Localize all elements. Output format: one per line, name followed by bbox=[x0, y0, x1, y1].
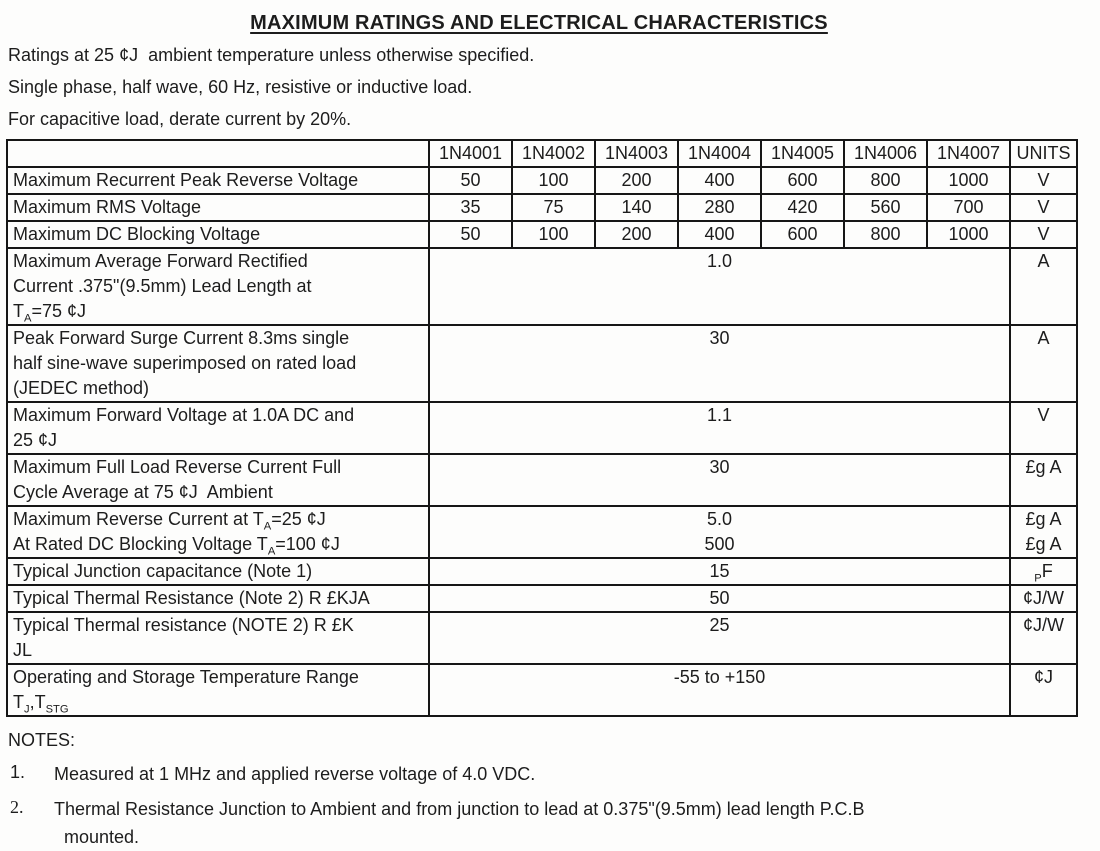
notes-list bbox=[6, 760, 1100, 851]
table-row bbox=[7, 194, 1077, 221]
value-cell: 100 bbox=[512, 221, 595, 248]
units-cell: £g A bbox=[1010, 454, 1077, 506]
value-cell-merged: 15 bbox=[429, 558, 1010, 585]
units-cell: ¢J/W bbox=[1010, 585, 1077, 612]
table-row bbox=[7, 664, 1077, 716]
note-item bbox=[6, 795, 1100, 851]
row-label: Peak Forward Surge Current 8.3ms single half sine-wave superimposed on rated load (JEDEC method) bbox=[7, 325, 429, 402]
table-body bbox=[7, 167, 1077, 716]
table-header bbox=[7, 140, 1077, 167]
value-cell: 400 bbox=[678, 167, 761, 194]
value-cell-merged: 1.1 bbox=[429, 402, 1010, 454]
intro-line-ratings: Ratings at 25 ¢J ambient temperature unless otherwise specified. bbox=[8, 45, 535, 65]
row-label: Maximum Average Forward Rectified Current .375"(9.5mm) Lead Length at $T_A=75$ ¢J bbox=[7, 248, 429, 325]
header-row bbox=[7, 140, 1077, 167]
row-label: Maximum Full Load Reverse Current Full Cycle Average at 75 ¢J Ambient bbox=[7, 454, 429, 506]
table-row bbox=[7, 506, 1077, 558]
value-cell: 1000 bbox=[927, 167, 1010, 194]
value-cell-merged: 30 bbox=[429, 325, 1010, 402]
units-cell: V bbox=[1010, 221, 1077, 248]
note-text: Thermal Resistance Junction to Ambient and from junction to lead at 0.375"(9.5mm) lead length P.C.B mounted. bbox=[54, 799, 865, 847]
value-cell: 35 bbox=[429, 194, 512, 221]
value-cell: 1000 bbox=[927, 221, 1010, 248]
note-number: 1. bbox=[10, 762, 26, 782]
table-row bbox=[7, 612, 1077, 664]
value-cell-merged: 1.0 bbox=[429, 248, 1010, 325]
row-label: Typical Thermal resistance (NOTE 2) R £K JL bbox=[7, 612, 429, 664]
value-cell: 700 bbox=[927, 194, 1010, 221]
table-row bbox=[7, 558, 1077, 585]
units-cell: £g A £g A bbox=[1010, 506, 1077, 558]
value-cell: 100 bbox=[512, 167, 595, 194]
note-text: Measured at 1 MHz and applied reverse voltage of 4.0 VDC. bbox=[54, 764, 536, 784]
units-cell: A bbox=[1010, 248, 1077, 325]
column-header-part: 1N4002 bbox=[512, 140, 595, 167]
row-label: Maximum DC Blocking Voltage bbox=[7, 221, 429, 248]
value-cell-merged: 25 bbox=[429, 612, 1010, 664]
units-cell: V bbox=[1010, 402, 1077, 454]
units-cell: $_P$F bbox=[1010, 558, 1077, 585]
units-cell: ¢J bbox=[1010, 664, 1077, 716]
notes-heading: NOTES: bbox=[8, 730, 76, 750]
value-cell: 50 bbox=[429, 221, 512, 248]
column-header-part: 1N4006 bbox=[844, 140, 927, 167]
column-header-part: 1N4001 bbox=[429, 140, 512, 167]
column-header-part: 1N4005 bbox=[761, 140, 844, 167]
column-header-units: UNITS bbox=[1010, 140, 1077, 167]
value-cell: 400 bbox=[678, 221, 761, 248]
value-cell-merged: -55 to +150 bbox=[429, 664, 1010, 716]
value-cell: 800 bbox=[844, 167, 927, 194]
intro-line-capacitive: For capacitive load, derate current by 20%. bbox=[8, 109, 352, 129]
value-cell: 560 bbox=[844, 194, 927, 221]
value-cell-merged: 5.0 500 bbox=[429, 506, 1010, 558]
table-row bbox=[7, 167, 1077, 194]
column-header-part: 1N4007 bbox=[927, 140, 1010, 167]
note-item bbox=[6, 760, 1100, 788]
value-cell: 420 bbox=[761, 194, 844, 221]
row-label: Typical Thermal Resistance (Note 2) R £KJA bbox=[7, 585, 429, 612]
note-number: 2. bbox=[10, 797, 24, 817]
intro-line-phase: Single phase, half wave, 60 Hz, resistive or inductive load. bbox=[8, 77, 473, 97]
value-cell: 50 bbox=[429, 167, 512, 194]
table-row bbox=[7, 585, 1077, 612]
row-label: Maximum Reverse Current at $T_A=25$ ¢J At Rated DC Blocking Voltage $T_A=100$ ¢J bbox=[7, 506, 429, 558]
row-label: Maximum Forward Voltage at 1.0A DC and 25 ¢J bbox=[7, 402, 429, 454]
value-cell: 600 bbox=[761, 167, 844, 194]
row-label: Typical Junction capacitance (Note 1) bbox=[7, 558, 429, 585]
column-header-part: 1N4003 bbox=[595, 140, 678, 167]
value-cell: 200 bbox=[595, 167, 678, 194]
ratings-table bbox=[6, 139, 1078, 717]
corner-cell bbox=[7, 140, 429, 167]
row-label: Maximum Recurrent Peak Reverse Voltage bbox=[7, 167, 429, 194]
value-cell: 200 bbox=[595, 221, 678, 248]
value-cell: 75 bbox=[512, 194, 595, 221]
value-cell: 800 bbox=[844, 221, 927, 248]
table-row bbox=[7, 402, 1077, 454]
units-cell: V bbox=[1010, 167, 1077, 194]
value-cell: 600 bbox=[761, 221, 844, 248]
table-row bbox=[7, 221, 1077, 248]
units-cell: ¢J/W bbox=[1010, 612, 1077, 664]
table-row bbox=[7, 325, 1077, 402]
value-cell: 140 bbox=[595, 194, 678, 221]
row-label: Operating and Storage Temperature Range $T_J,T_{STG}$ bbox=[7, 664, 429, 716]
row-label: Maximum RMS Voltage bbox=[7, 194, 429, 221]
table-row bbox=[7, 454, 1077, 506]
value-cell-merged: 50 bbox=[429, 585, 1010, 612]
column-header-part: 1N4004 bbox=[678, 140, 761, 167]
page-title: MAXIMUM RATINGS AND ELECTRICAL CHARACTERISTICS bbox=[250, 12, 828, 34]
units-cell: A bbox=[1010, 325, 1077, 402]
value-cell-merged: 30 bbox=[429, 454, 1010, 506]
units-cell: V bbox=[1010, 194, 1077, 221]
table-row bbox=[7, 248, 1077, 325]
value-cell: 280 bbox=[678, 194, 761, 221]
